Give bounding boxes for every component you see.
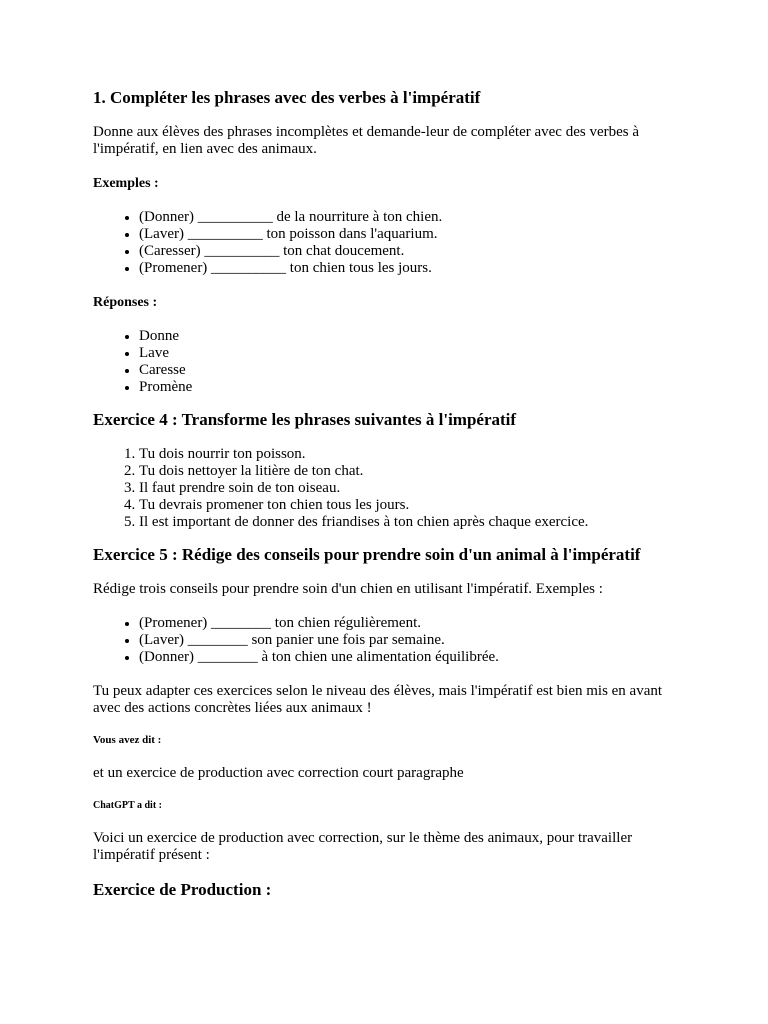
list-item: • (Promener) __________ ton chien tous les jours.	[139, 260, 683, 277]
list-item: 3. Il faut prendre soin de ton oiseau.	[139, 480, 683, 497]
list-item: • Donne	[139, 328, 683, 345]
exercise5-intro: Rédige trois conseils pour prendre soin d'un chien en utilisant l'impératif. Exemples :	[93, 581, 603, 597]
list-item: • Promène	[139, 379, 683, 396]
exercise5-closing: Tu peux adapter ces exercices selon le niveau des élèves, mais l'impératif est bien mis en avant avec des actions concrètes liées aux animaux !	[93, 683, 663, 716]
list-item: • Lave	[139, 345, 683, 362]
list-item: • (Promener) ________ ton chien régulièrement.	[139, 615, 683, 632]
list-item: 2. Tu dois nettoyer la litière de ton chat.	[139, 463, 683, 480]
section1-title: 1. Compléter les phrases avec des verbes à l'impératif	[93, 88, 481, 107]
list-item: • (Donner) __________ de la nourriture à ton chien.	[139, 209, 683, 226]
exercise4-title: Exercice 4 : Transforme les phrases suivantes à l'impératif	[93, 410, 517, 429]
list-item: 1. Tu dois nourrir ton poisson.	[139, 446, 683, 463]
list-item: • (Donner) ________ à ton chien une alimentation équilibrée.	[139, 649, 683, 666]
list-item: 5. Il est important de donner des friandises à ton chien après chaque exercice.	[139, 514, 683, 531]
answers-label: Réponses :	[93, 295, 158, 310]
exercise4-list	[93, 446, 683, 531]
exercise5-list	[93, 615, 683, 666]
section1-intro: Donne aux élèves des phrases incomplètes et demande-leur de compléter avec des verbes à l'impératif, en lien avec des animaux.	[93, 124, 640, 157]
list-item: 4. Tu devrais promener ton chien tous les jours.	[139, 497, 683, 514]
assistant-message: Voici un exercice de production avec correction, sur le thème des animaux, pour travailler l'impératif présent :	[93, 830, 633, 863]
list-item: • (Caresser) __________ ton chat doucement.	[139, 243, 683, 260]
answers-list	[93, 328, 683, 396]
exercise5-title: Exercice 5 : Rédige des conseils pour prendre soin d'un animal à l'impératif	[93, 545, 641, 564]
list-item: • Caresse	[139, 362, 683, 379]
user-message: et un exercice de production avec correction court paragraphe	[93, 765, 464, 781]
list-item: • (Laver) ________ son panier une fois par semaine.	[139, 632, 683, 649]
user-label: Vous avez dit :	[93, 734, 162, 746]
assistant-label: ChatGPT a dit :	[93, 800, 162, 811]
document-content	[93, 88, 683, 900]
examples-list	[93, 209, 683, 277]
list-item: • (Laver) __________ ton poisson dans l'aquarium.	[139, 226, 683, 243]
examples-label: Exemples :	[93, 176, 159, 191]
production-title: Exercice de Production :	[93, 880, 272, 899]
